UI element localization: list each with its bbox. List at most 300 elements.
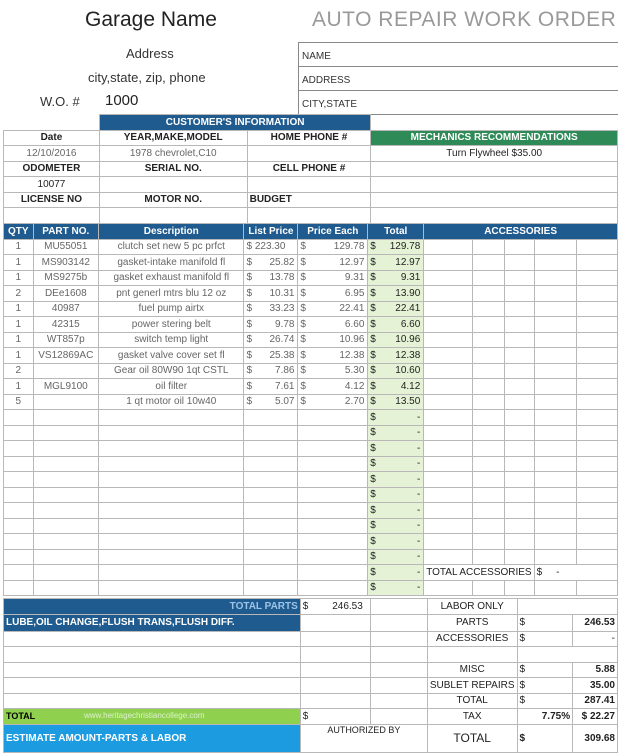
accessory-cell[interactable] bbox=[472, 441, 504, 457]
accessory-cell[interactable] bbox=[505, 456, 534, 472]
accessory-cell[interactable] bbox=[576, 255, 617, 271]
accessory-cell[interactable] bbox=[534, 487, 576, 503]
part-no-cell[interactable] bbox=[33, 503, 98, 519]
part-no-cell[interactable] bbox=[33, 534, 98, 550]
accessory-cell[interactable] bbox=[424, 580, 473, 596]
description-cell[interactable]: gasket exhaust manifold fl bbox=[99, 270, 244, 286]
qty-cell[interactable] bbox=[4, 441, 34, 457]
accessory-cell[interactable] bbox=[534, 317, 576, 333]
misc-value[interactable]: 5.88 bbox=[573, 662, 618, 678]
list-price-cell[interactable] bbox=[244, 286, 298, 302]
total-amount: 12.38 bbox=[395, 349, 421, 361]
accessory-cell[interactable] bbox=[534, 394, 576, 410]
accessory-cell[interactable] bbox=[534, 441, 576, 457]
accessory-cell[interactable] bbox=[534, 549, 576, 565]
labor-desc-cell-2 bbox=[370, 614, 427, 631]
part-no-cell[interactable]: 42315 bbox=[33, 317, 98, 333]
qty-cell[interactable]: 5 bbox=[4, 394, 34, 410]
accessory-cell[interactable] bbox=[424, 379, 473, 395]
price-each-cell[interactable] bbox=[298, 239, 368, 255]
qty-cell[interactable]: 2 bbox=[4, 363, 34, 379]
accessory-cell[interactable] bbox=[534, 301, 576, 317]
accessory-cell[interactable] bbox=[472, 456, 504, 472]
part-no-cell[interactable]: VS12869AC bbox=[33, 348, 98, 364]
price-each-cell[interactable] bbox=[298, 472, 368, 488]
accessory-cell[interactable] bbox=[505, 301, 534, 317]
accessory-cell[interactable] bbox=[424, 301, 473, 317]
accessory-cell[interactable] bbox=[505, 534, 534, 550]
wo-number[interactable]: 1000 bbox=[105, 92, 139, 109]
accessory-cell[interactable] bbox=[534, 255, 576, 271]
qty-cell[interactable] bbox=[4, 549, 34, 565]
accessory-cell[interactable] bbox=[505, 255, 534, 271]
total-cell bbox=[368, 565, 424, 581]
accessory-cell[interactable] bbox=[472, 363, 504, 379]
accessory-cell[interactable] bbox=[472, 534, 504, 550]
total-amount: 10.96 bbox=[395, 334, 421, 346]
accessory-cell[interactable] bbox=[576, 379, 617, 395]
description-cell[interactable] bbox=[99, 410, 244, 426]
labor-description-bar[interactable]: LUBE,OIL CHANGE,FLUSH TRANS,FLUSH DIFF. bbox=[4, 614, 301, 631]
accessory-cell[interactable] bbox=[505, 317, 534, 333]
list-price-cell[interactable] bbox=[244, 503, 298, 519]
accessory-cell[interactable] bbox=[576, 580, 617, 596]
budget-value[interactable] bbox=[247, 208, 371, 224]
description-cell[interactable]: oil filter bbox=[99, 379, 244, 395]
accessory-cell[interactable] bbox=[424, 255, 473, 271]
accessory-cell[interactable] bbox=[424, 394, 473, 410]
license-label: LICENSE NO bbox=[4, 192, 100, 208]
description-cell[interactable]: fuel pump airtx bbox=[99, 301, 244, 317]
description-cell[interactable] bbox=[99, 549, 244, 565]
qty-header: QTY bbox=[4, 224, 34, 240]
accessories-dollar: $ bbox=[517, 631, 573, 647]
accessory-cell[interactable] bbox=[534, 518, 576, 534]
accessory-cell[interactable] bbox=[424, 487, 473, 503]
list-price-cell[interactable] bbox=[244, 410, 298, 426]
labor-line-4[interactable] bbox=[4, 678, 301, 694]
accessory-cell[interactable] bbox=[424, 239, 473, 255]
accessory-cell[interactable] bbox=[472, 425, 504, 441]
part-no-cell[interactable]: MS9275b bbox=[33, 270, 98, 286]
accessory-cell[interactable] bbox=[472, 286, 504, 302]
home-phone-label: HOME PHONE # bbox=[247, 130, 371, 146]
accessory-cell[interactable] bbox=[576, 472, 617, 488]
description-cell[interactable]: gasket valve cover set fl bbox=[99, 348, 244, 364]
accessory-cell[interactable] bbox=[424, 441, 473, 457]
accessory-cell[interactable] bbox=[534, 410, 576, 426]
price-each-cell[interactable] bbox=[298, 255, 368, 271]
accessory-cell[interactable] bbox=[424, 270, 473, 286]
list-price-cell[interactable] bbox=[244, 565, 298, 581]
accessory-cell[interactable] bbox=[534, 503, 576, 519]
tax-label: TAX bbox=[427, 709, 517, 725]
qty-cell[interactable] bbox=[4, 456, 34, 472]
accessory-cell[interactable] bbox=[472, 518, 504, 534]
accessory-cell[interactable] bbox=[472, 301, 504, 317]
list-price-cell[interactable] bbox=[244, 301, 298, 317]
labor-line-4-amt[interactable] bbox=[300, 678, 370, 694]
labor-line-3-pad bbox=[370, 662, 427, 678]
accessory-cell[interactable] bbox=[576, 394, 617, 410]
accessory-cell[interactable] bbox=[472, 239, 504, 255]
qty-cell[interactable] bbox=[4, 425, 34, 441]
part-no-cell[interactable]: WT857p bbox=[33, 332, 98, 348]
qty-cell[interactable]: 1 bbox=[4, 332, 34, 348]
list-price-cell[interactable] bbox=[244, 518, 298, 534]
authorized-by-label[interactable]: AUTHORIZED BY bbox=[300, 724, 427, 752]
accessory-cell[interactable] bbox=[534, 270, 576, 286]
accessory-cell[interactable] bbox=[424, 317, 473, 333]
part-no-cell[interactable] bbox=[33, 441, 98, 457]
price-each-cell[interactable] bbox=[298, 348, 368, 364]
accessory-cell[interactable] bbox=[472, 332, 504, 348]
qty-cell[interactable] bbox=[4, 503, 34, 519]
list-price-cell[interactable] bbox=[244, 487, 298, 503]
part-no-cell[interactable] bbox=[33, 410, 98, 426]
qty-cell[interactable]: 1 bbox=[4, 379, 34, 395]
accessory-cell[interactable] bbox=[505, 425, 534, 441]
date-label: Date bbox=[4, 130, 100, 146]
qty-cell[interactable] bbox=[4, 565, 34, 581]
accessory-cell[interactable] bbox=[505, 286, 534, 302]
part-no-cell[interactable] bbox=[33, 394, 98, 410]
accessory-cell[interactable] bbox=[472, 549, 504, 565]
list-price-cell[interactable] bbox=[244, 348, 298, 364]
total-parts-value bbox=[300, 599, 370, 615]
accessory-cell[interactable] bbox=[576, 534, 617, 550]
parts-row bbox=[4, 348, 618, 364]
accessory-cell[interactable] bbox=[472, 487, 504, 503]
recommendation-5[interactable] bbox=[371, 208, 618, 224]
cell-phone-value[interactable] bbox=[247, 177, 371, 193]
qty-cell[interactable]: 1 bbox=[4, 270, 34, 286]
labor-line-2-amt[interactable] bbox=[300, 647, 370, 663]
price-each-cell[interactable] bbox=[298, 332, 368, 348]
total-amount: 13.90 bbox=[395, 287, 421, 299]
description-cell[interactable]: clutch set new 5 pc prfct bbox=[99, 239, 244, 255]
total-accessories-label: TOTAL ACCESSORIES bbox=[424, 565, 534, 581]
total-accessories-dollar: $ bbox=[536, 566, 543, 578]
part-no-cell[interactable]: 40987 bbox=[33, 301, 98, 317]
accessory-cell[interactable] bbox=[576, 549, 617, 565]
accessory-cell[interactable] bbox=[576, 317, 617, 333]
price-each-cell[interactable] bbox=[298, 518, 368, 534]
accessory-cell[interactable] bbox=[472, 503, 504, 519]
accessory-cell[interactable] bbox=[534, 348, 576, 364]
price-each-header: Price Each bbox=[298, 224, 368, 240]
each-dollar: $ bbox=[300, 349, 306, 361]
tax-rate[interactable]: 7.75% bbox=[517, 709, 573, 725]
price-each-cell[interactable] bbox=[298, 394, 368, 410]
labor-line-3-amt[interactable] bbox=[300, 662, 370, 678]
list-price-cell[interactable] bbox=[244, 456, 298, 472]
description-cell[interactable]: pnt generl mtrs blu 12 oz bbox=[99, 286, 244, 302]
accessory-cell[interactable] bbox=[576, 441, 617, 457]
list-price-cell[interactable] bbox=[244, 270, 298, 286]
description-cell[interactable] bbox=[99, 456, 244, 472]
accessory-cell[interactable] bbox=[505, 239, 534, 255]
wo-label: W.O. # bbox=[40, 94, 80, 109]
accessory-cell[interactable] bbox=[534, 534, 576, 550]
part-no-cell[interactable]: MU55051 bbox=[33, 239, 98, 255]
price-each-cell[interactable] bbox=[298, 487, 368, 503]
accessory-cell[interactable] bbox=[424, 410, 473, 426]
part-no-cell[interactable] bbox=[33, 565, 98, 581]
list-price-cell[interactable] bbox=[244, 549, 298, 565]
accessory-cell[interactable] bbox=[534, 286, 576, 302]
total-dollar: $ bbox=[370, 473, 376, 485]
accessory-cell[interactable] bbox=[505, 394, 534, 410]
accessory-cell[interactable] bbox=[505, 410, 534, 426]
price-each-cell[interactable] bbox=[298, 410, 368, 426]
labor-line-2[interactable] bbox=[4, 647, 301, 663]
part-no-cell[interactable] bbox=[33, 425, 98, 441]
accessory-cell[interactable] bbox=[424, 518, 473, 534]
parts-header-row bbox=[4, 224, 618, 240]
list-price-dollar: $ bbox=[246, 256, 253, 268]
price-each-cell[interactable] bbox=[298, 286, 368, 302]
description-cell[interactable]: switch temp light bbox=[99, 332, 244, 348]
each-dollar: $ bbox=[300, 365, 306, 377]
accessory-cell[interactable] bbox=[576, 363, 617, 379]
price-each-cell[interactable] bbox=[298, 301, 368, 317]
accessory-cell[interactable] bbox=[424, 534, 473, 550]
description-cell[interactable] bbox=[99, 534, 244, 550]
list-price-cell[interactable]: $ 223.30 bbox=[244, 239, 298, 255]
list-price-cell[interactable] bbox=[244, 580, 298, 596]
description-cell[interactable] bbox=[99, 580, 244, 596]
total-cell bbox=[368, 580, 424, 596]
accessory-cell[interactable] bbox=[534, 239, 576, 255]
qty-cell[interactable]: 1 bbox=[4, 348, 34, 364]
accessory-cell[interactable] bbox=[576, 518, 617, 534]
part-no-header: PART NO. bbox=[33, 224, 98, 240]
labor-line-5-amt[interactable] bbox=[300, 693, 370, 709]
accessory-cell[interactable] bbox=[505, 549, 534, 565]
vehicle-value[interactable]: 1978 chevrolet,C10 bbox=[99, 146, 247, 162]
qty-cell[interactable] bbox=[4, 472, 34, 488]
accessory-cell[interactable] bbox=[472, 255, 504, 271]
description-cell[interactable] bbox=[99, 503, 244, 519]
accessory-cell[interactable] bbox=[534, 332, 576, 348]
total-cell bbox=[368, 410, 424, 426]
price-each-cell[interactable] bbox=[298, 565, 368, 581]
motor-value[interactable] bbox=[99, 208, 247, 224]
accessory-cell[interactable] bbox=[472, 394, 504, 410]
labor-line-4-pad bbox=[370, 678, 427, 694]
accessory-cell[interactable] bbox=[472, 472, 504, 488]
part-no-cell[interactable] bbox=[33, 580, 98, 596]
accessory-cell[interactable] bbox=[505, 348, 534, 364]
price-each-cell[interactable] bbox=[298, 441, 368, 457]
customer-address-field[interactable]: ADDRESS bbox=[299, 67, 618, 91]
description-cell[interactable] bbox=[99, 472, 244, 488]
part-no-cell[interactable] bbox=[33, 549, 98, 565]
accessory-cell[interactable] bbox=[576, 410, 617, 426]
labor-line-5[interactable] bbox=[4, 693, 301, 709]
each-amount: 5.30 bbox=[344, 365, 365, 377]
total-dollar: $ bbox=[370, 272, 376, 284]
accessory-cell[interactable] bbox=[424, 503, 473, 519]
home-phone-value[interactable] bbox=[247, 146, 371, 162]
accessory-cell[interactable] bbox=[472, 379, 504, 395]
description-cell[interactable]: power stering belt bbox=[99, 317, 244, 333]
description-cell[interactable] bbox=[99, 487, 244, 503]
accessory-cell[interactable] bbox=[424, 549, 473, 565]
accessory-cell[interactable] bbox=[576, 503, 617, 519]
accessory-cell[interactable] bbox=[472, 348, 504, 364]
qty-cell[interactable]: 1 bbox=[4, 301, 34, 317]
accessory-cell[interactable] bbox=[424, 286, 473, 302]
price-each-cell[interactable] bbox=[298, 363, 368, 379]
qty-cell[interactable] bbox=[4, 580, 34, 596]
accessory-cell[interactable] bbox=[424, 363, 473, 379]
description-cell[interactable]: 1 qt motor oil 10w40 bbox=[99, 394, 244, 410]
accessory-cell[interactable] bbox=[576, 239, 617, 255]
accessory-cell[interactable] bbox=[534, 363, 576, 379]
description-cell[interactable]: gasket-intake manifold fl bbox=[99, 255, 244, 271]
parts-row bbox=[4, 534, 618, 550]
price-each-cell[interactable] bbox=[298, 379, 368, 395]
price-each-cell[interactable] bbox=[298, 425, 368, 441]
part-no-cell[interactable] bbox=[33, 456, 98, 472]
part-no-cell[interactable]: MGL9100 bbox=[33, 379, 98, 395]
accessory-cell[interactable] bbox=[576, 270, 617, 286]
price-each-cell[interactable] bbox=[298, 317, 368, 333]
accessory-cell[interactable] bbox=[505, 379, 534, 395]
accessory-cell[interactable] bbox=[505, 487, 534, 503]
each-dollar: $ bbox=[300, 334, 306, 346]
part-no-cell[interactable] bbox=[33, 518, 98, 534]
list-price-cell[interactable] bbox=[244, 394, 298, 410]
accessory-cell[interactable] bbox=[505, 441, 534, 457]
part-no-cell[interactable]: DEe1608 bbox=[33, 286, 98, 302]
price-each-cell[interactable] bbox=[298, 503, 368, 519]
labor-desc-cell-1[interactable] bbox=[300, 614, 370, 631]
labor-line-1-amt[interactable] bbox=[300, 631, 370, 647]
list-price-cell[interactable] bbox=[244, 363, 298, 379]
description-cell[interactable] bbox=[99, 518, 244, 534]
customer-name-field[interactable]: NAME bbox=[299, 43, 618, 67]
labor-line-1[interactable] bbox=[4, 631, 301, 647]
accessory-cell[interactable] bbox=[534, 456, 576, 472]
list-price-cell[interactable] bbox=[244, 317, 298, 333]
parts-dollar: $ bbox=[517, 614, 573, 631]
accessory-cell[interactable] bbox=[534, 425, 576, 441]
accessory-cell[interactable] bbox=[576, 456, 617, 472]
accessory-cell[interactable] bbox=[576, 425, 617, 441]
accessory-cell[interactable] bbox=[505, 270, 534, 286]
accessory-cell[interactable] bbox=[576, 487, 617, 503]
recommendation-3[interactable] bbox=[371, 177, 618, 193]
qty-cell[interactable]: 1 bbox=[4, 255, 34, 271]
accessory-cell[interactable] bbox=[576, 301, 617, 317]
total-cell bbox=[368, 394, 424, 410]
labor-line-3[interactable] bbox=[4, 662, 301, 678]
total-dollar: $ bbox=[370, 241, 376, 253]
part-no-cell[interactable] bbox=[33, 487, 98, 503]
price-each-cell[interactable] bbox=[298, 456, 368, 472]
description-cell[interactable] bbox=[99, 441, 244, 457]
price-each-cell[interactable] bbox=[298, 270, 368, 286]
list-price-cell[interactable] bbox=[244, 255, 298, 271]
license-value[interactable] bbox=[4, 208, 100, 224]
accessory-cell[interactable] bbox=[472, 270, 504, 286]
accessory-cell[interactable] bbox=[424, 425, 473, 441]
total-cell bbox=[368, 518, 424, 534]
recommendation-2[interactable] bbox=[371, 161, 618, 177]
accessory-cell[interactable] bbox=[534, 472, 576, 488]
accessory-cell[interactable] bbox=[505, 503, 534, 519]
accessory-cell[interactable] bbox=[505, 580, 534, 596]
list-price-cell[interactable] bbox=[244, 441, 298, 457]
parts-table bbox=[3, 223, 618, 596]
price-each-cell[interactable] bbox=[298, 580, 368, 596]
odometer-value[interactable]: 10077 bbox=[4, 177, 100, 193]
total-dollar: $ bbox=[370, 458, 376, 470]
part-no-cell[interactable] bbox=[33, 363, 98, 379]
accessory-cell[interactable] bbox=[424, 472, 473, 488]
qty-cell[interactable] bbox=[4, 487, 34, 503]
price-each-cell[interactable] bbox=[298, 534, 368, 550]
customer-city-field[interactable]: CITY,STATE bbox=[299, 91, 618, 115]
accessory-cell[interactable] bbox=[534, 379, 576, 395]
date-value[interactable]: 12/10/2016 bbox=[4, 146, 100, 162]
parts-row bbox=[4, 503, 618, 519]
qty-cell[interactable]: 2 bbox=[4, 286, 34, 302]
accessory-cell[interactable] bbox=[472, 580, 504, 596]
accessory-cell[interactable] bbox=[424, 348, 473, 364]
list-price-cell[interactable] bbox=[244, 472, 298, 488]
serial-value[interactable] bbox=[99, 177, 247, 193]
qty-cell[interactable]: 1 bbox=[4, 317, 34, 333]
accessory-cell[interactable] bbox=[424, 332, 473, 348]
price-each-cell[interactable] bbox=[298, 549, 368, 565]
description-cell[interactable] bbox=[99, 425, 244, 441]
recommendation-4[interactable] bbox=[371, 192, 618, 208]
total-amount: 12.97 bbox=[395, 256, 421, 268]
part-no-cell[interactable] bbox=[33, 472, 98, 488]
list-price-cell[interactable] bbox=[244, 425, 298, 441]
list-price-cell[interactable] bbox=[244, 534, 298, 550]
list-price-cell[interactable] bbox=[244, 332, 298, 348]
description-cell[interactable]: Gear oil 80W90 1qt CSTL bbox=[99, 363, 244, 379]
accessory-cell[interactable] bbox=[576, 286, 617, 302]
list-price-amount: 33.23 bbox=[269, 303, 295, 315]
accessory-cell[interactable] bbox=[576, 332, 617, 348]
accessory-cell[interactable] bbox=[424, 456, 473, 472]
accessory-cell[interactable] bbox=[505, 518, 534, 534]
part-no-cell[interactable]: MS903142 bbox=[33, 255, 98, 271]
qty-cell[interactable] bbox=[4, 518, 34, 534]
qty-cell[interactable] bbox=[4, 410, 34, 426]
accessory-cell[interactable] bbox=[534, 580, 576, 596]
qty-cell[interactable] bbox=[4, 534, 34, 550]
blank-value bbox=[517, 647, 617, 663]
accessory-cell[interactable] bbox=[472, 410, 504, 426]
accessory-cell[interactable] bbox=[505, 472, 534, 488]
recommendation-1[interactable]: Turn Flywheel $35.00 bbox=[371, 146, 618, 162]
accessory-cell[interactable] bbox=[472, 317, 504, 333]
description-cell[interactable] bbox=[99, 565, 244, 581]
accessory-cell[interactable] bbox=[505, 332, 534, 348]
sublet-value[interactable]: 35.00 bbox=[573, 678, 618, 694]
accessory-cell[interactable] bbox=[505, 363, 534, 379]
accessory-cell[interactable] bbox=[576, 348, 617, 364]
list-price-cell[interactable] bbox=[244, 379, 298, 395]
qty-cell[interactable]: 1 bbox=[4, 239, 34, 255]
